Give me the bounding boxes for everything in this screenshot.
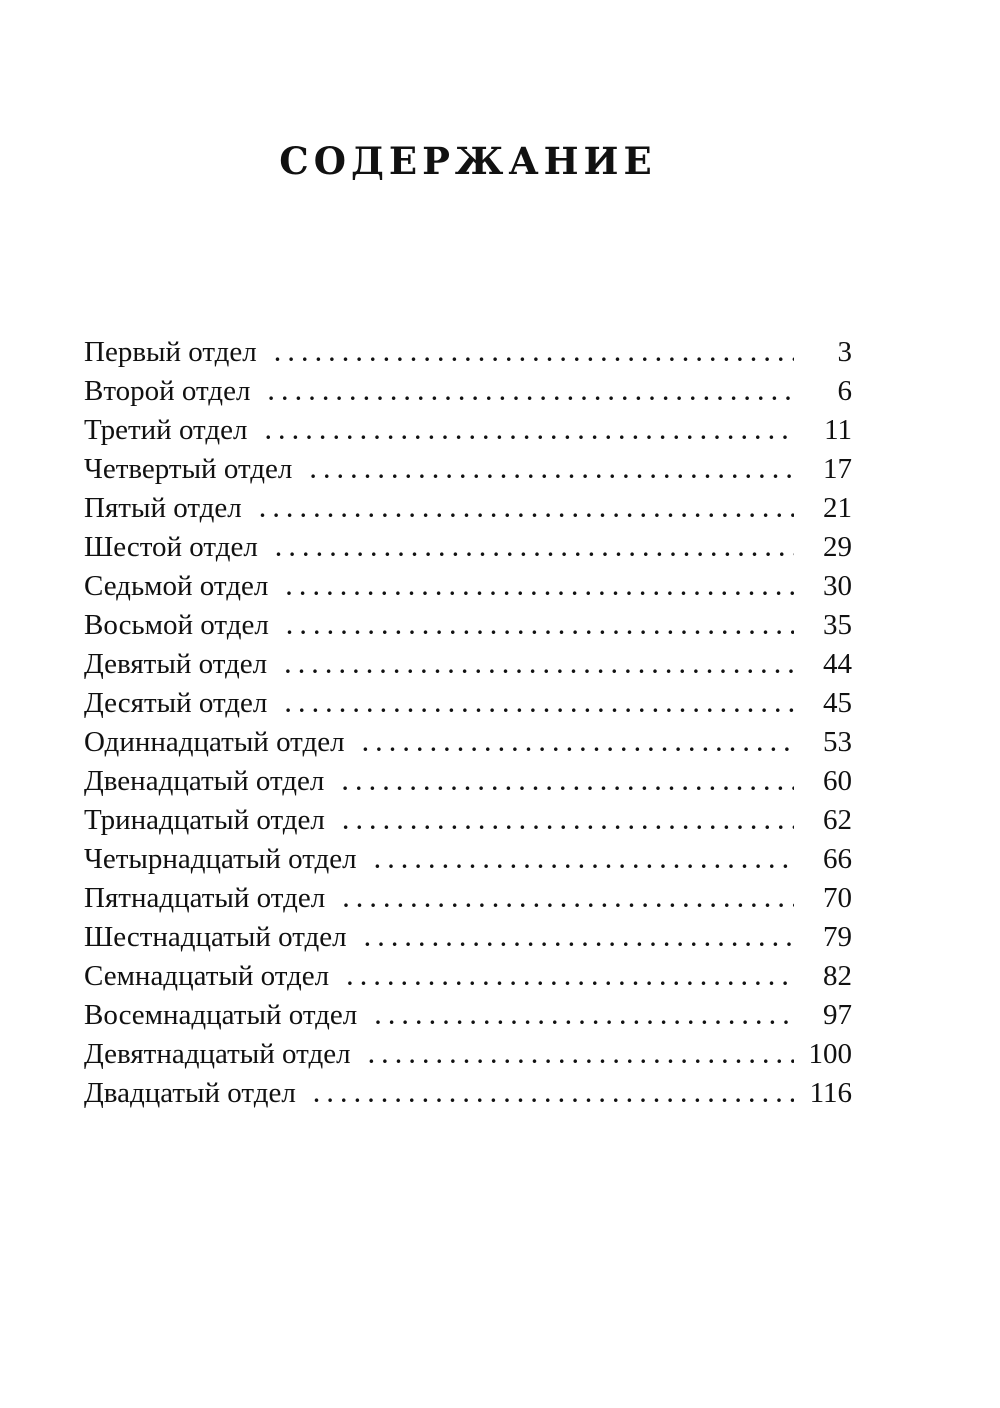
toc-entry-label: Первый отдел	[84, 336, 257, 368]
toc-entry-label: Второй отдел	[84, 375, 251, 407]
toc-entry[interactable]	[84, 684, 852, 723]
toc-entry-page-number: 100	[808, 1038, 852, 1070]
toc-entry[interactable]	[84, 801, 852, 840]
toc-entry[interactable]	[84, 567, 852, 606]
dot-leader	[285, 645, 794, 684]
toc-entry-label: Пятнадцатый отдел	[84, 882, 326, 914]
toc-entry-page-number: 35	[823, 609, 852, 641]
toc-entry[interactable]	[84, 411, 852, 450]
toc-entry-page-number: 53	[823, 726, 852, 758]
toc-entry-page-number: 60	[823, 765, 852, 797]
toc-entry-page-number: 45	[823, 687, 852, 719]
toc-entry-page-number: 66	[823, 843, 852, 875]
toc-entry[interactable]	[84, 957, 852, 996]
toc-entry-label: Третий отдел	[84, 414, 248, 446]
dot-leader	[343, 879, 794, 918]
toc-entry-label: Четвертый отдел	[84, 453, 293, 485]
dot-leader	[286, 567, 794, 606]
dot-leader	[276, 528, 794, 567]
table-of-contents	[84, 333, 852, 1113]
dot-leader	[310, 450, 794, 489]
toc-entry[interactable]	[84, 372, 852, 411]
toc-entry[interactable]	[84, 762, 852, 801]
dot-leader	[314, 1074, 794, 1113]
toc-entry-page-number: 97	[823, 999, 852, 1031]
toc-entry-label: Восемнадцатый отдел	[84, 999, 358, 1031]
toc-entry-label: Восьмой отдел	[84, 609, 269, 641]
dot-leader	[285, 684, 794, 723]
dot-leader	[363, 723, 794, 762]
dot-leader	[275, 333, 794, 372]
toc-entry-label: Двадцатый отдел	[84, 1077, 296, 1109]
dot-leader	[375, 840, 794, 879]
dot-leader	[342, 762, 794, 801]
toc-entry[interactable]	[84, 489, 852, 528]
dot-leader	[347, 957, 794, 996]
toc-entry-page-number: 21	[823, 492, 852, 524]
toc-entry-page-number: 6	[837, 375, 852, 407]
toc-entry-page-number: 44	[823, 648, 852, 680]
toc-entry-page-number: 3	[837, 336, 852, 368]
dot-leader	[268, 372, 794, 411]
toc-entry[interactable]	[84, 723, 852, 762]
toc-entry-label: Четырнадцатый отдел	[84, 843, 357, 875]
toc-entry[interactable]	[84, 1035, 852, 1074]
toc-entry[interactable]	[84, 528, 852, 567]
toc-entry-page-number: 82	[823, 960, 852, 992]
dot-leader	[375, 996, 794, 1035]
toc-entry-page-number: 70	[823, 882, 852, 914]
toc-entry-label: Шестой отдел	[84, 531, 258, 563]
toc-entry-page-number: 30	[823, 570, 852, 602]
dot-leader	[287, 606, 794, 645]
toc-entry-label: Девятнадцатый отдел	[84, 1038, 351, 1070]
toc-entry[interactable]	[84, 333, 852, 372]
toc-entry-page-number: 116	[809, 1077, 852, 1109]
toc-entry-label: Двенадцатый отдел	[84, 765, 325, 797]
toc-entry-page-number: 29	[823, 531, 852, 563]
toc-entry-label: Девятый отдел	[84, 648, 268, 680]
toc-entry-page-number: 11	[824, 414, 852, 446]
page-title: СОДЕРЖАНИЕ	[279, 139, 657, 183]
dot-leader	[369, 1035, 794, 1074]
dot-leader	[365, 918, 794, 957]
toc-entry-page-number: 62	[823, 804, 852, 836]
toc-entry[interactable]	[84, 918, 852, 957]
toc-entry-label: Пятый отдел	[84, 492, 242, 524]
dot-leader	[260, 489, 794, 528]
toc-entry[interactable]	[84, 645, 852, 684]
toc-entry[interactable]	[84, 1074, 852, 1113]
toc-entry-page-number: 17	[823, 453, 852, 485]
toc-entry[interactable]	[84, 450, 852, 489]
toc-entry[interactable]	[84, 840, 852, 879]
toc-entry[interactable]	[84, 606, 852, 645]
toc-entry-label: Одиннадцатый отдел	[84, 726, 345, 758]
toc-entry-label: Семнадцатый отдел	[84, 960, 330, 992]
toc-entry[interactable]	[84, 879, 852, 918]
toc-entry[interactable]	[84, 996, 852, 1035]
toc-entry-label: Десятый отдел	[84, 687, 268, 719]
dot-leader	[343, 801, 794, 840]
toc-entry-label: Тринадцатый отдел	[84, 804, 325, 836]
toc-entry-label: Шестнадцатый отдел	[84, 921, 347, 953]
dot-leader	[265, 411, 794, 450]
toc-entry-page-number: 79	[823, 921, 852, 953]
toc-entry-label: Седьмой отдел	[84, 570, 269, 602]
